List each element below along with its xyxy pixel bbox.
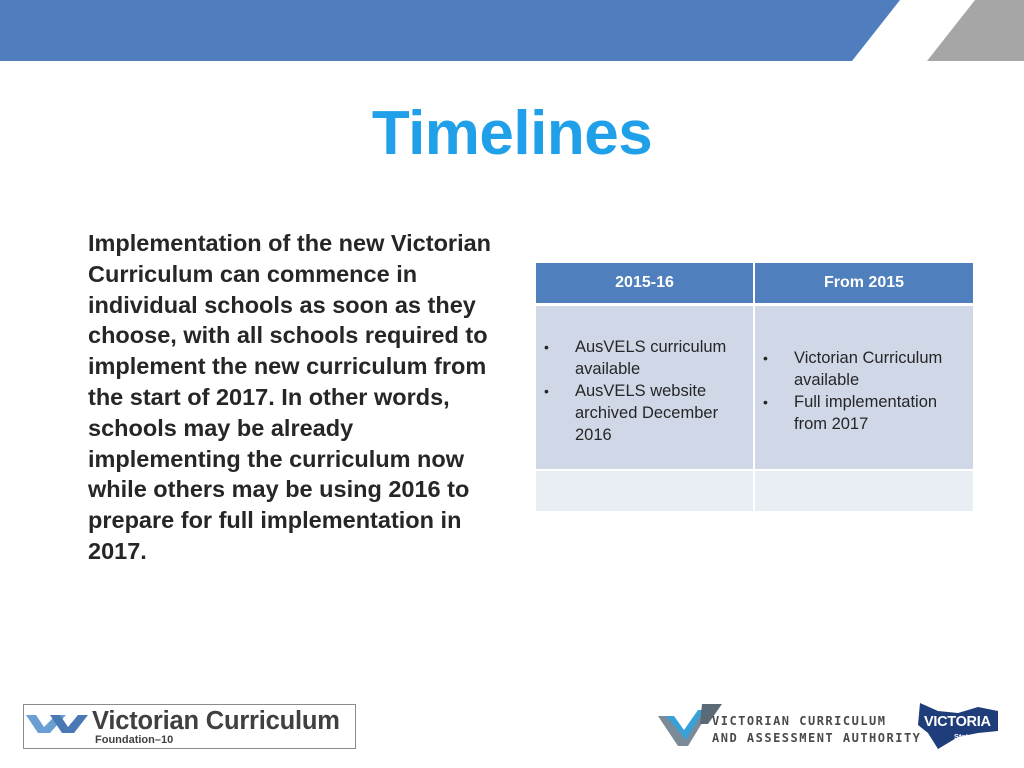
timeline-table xyxy=(536,263,973,513)
bullet-list xyxy=(536,336,747,446)
cell-from-2015 xyxy=(754,305,973,471)
vcaa-line-1: VICTORIAN CURRICULUM xyxy=(712,714,887,728)
page-title: Timelines xyxy=(371,99,653,168)
vic-sub-line-2: Government xyxy=(954,740,999,749)
vic-sub-line-1: State xyxy=(954,732,973,741)
header-2015-16: 2015-16 xyxy=(536,263,754,305)
list-item: • AusVELS website archived December 2016 xyxy=(536,380,747,446)
list-item: • Full implementation from 2017 xyxy=(755,391,961,435)
bullet-list xyxy=(755,347,961,435)
cell-2015-16 xyxy=(536,305,754,471)
victorian-curriculum-logo xyxy=(23,704,356,749)
header-from-2015: From 2015 xyxy=(754,263,973,305)
empty-cell xyxy=(754,470,973,512)
list-item: • AusVELS curriculum available xyxy=(536,336,747,380)
victoria-logo-word: VICTORIA xyxy=(924,714,991,730)
vcaa-line-2: AND ASSESSMENT AUTHORITY xyxy=(712,731,922,745)
vc-logo-name: Victorian Curriculum xyxy=(92,707,340,735)
intro-paragraph: Implementation of the new Victorian Curriculum can commence in individual schools as soon as they choose, with all schools required to implement the new curriculum from the start of 2017. In other words, schools may be already implementing the curriculum now while others may be using 2016 to prepare for full implementation in 2017. xyxy=(88,230,492,564)
vc-chevron-icon xyxy=(26,709,88,735)
vc-logo-sub: Foundation–10 xyxy=(95,734,174,746)
empty-cell xyxy=(536,470,754,512)
vcaa-logo-text xyxy=(712,713,921,747)
list-item: • Victorian Curriculum available xyxy=(755,347,961,391)
victoria-logo-sub xyxy=(954,733,998,749)
top-banner xyxy=(0,0,1024,61)
